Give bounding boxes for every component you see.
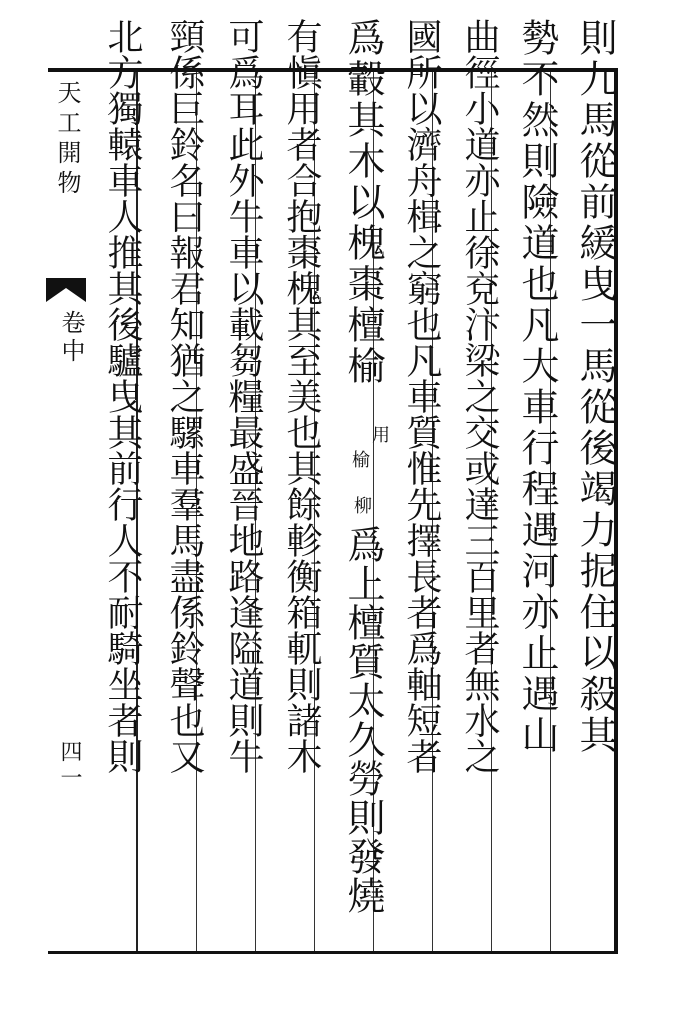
volume-label: 卷中: [57, 310, 85, 366]
text-column-9: 北方獨轅車人推其後驢曳其前行人不耐騎坐者則: [102, 18, 143, 774]
text-column-7: 可爲耳此外牛車以載芻糧最盛晉地路逢隘道則牛: [223, 18, 264, 774]
interlinear-note: 榆: [349, 450, 370, 469]
text-column-5a: 爲轂其木以槐棗檀榆: [341, 18, 385, 387]
text-column-8: 頸係巨鈴名曰報君知猶之騾車羣馬盡係鈴聲也又: [164, 18, 205, 774]
text-column-6: 有愼用者合抱棗槐其至美也其餘軫衡箱軏則諸木: [281, 18, 322, 774]
text-column-4: 國所以濟舟楫之窮也凡車質惟先擇長者爲軸短者: [401, 18, 442, 774]
fish-tail-mark: [44, 276, 88, 304]
bottom-border: [48, 951, 618, 954]
interlinear-note: 柳: [351, 496, 372, 515]
text-column-5b: 爲上檀質太久勞則發燒: [341, 525, 385, 915]
interlinear-note: 用: [369, 425, 390, 444]
text-column-1: 則九馬從前緩曳一馬從後竭力抳住以殺其: [573, 18, 617, 756]
book-title: 天工開物: [53, 80, 81, 200]
text-column-3: 曲徑小道亦止徐兗汴梁之交或達三百里者無水之: [459, 18, 500, 774]
page-number: 四一: [57, 740, 82, 792]
text-column-2: 勢不然則險道也凡大車行程遇河亦止遇山: [515, 18, 559, 756]
